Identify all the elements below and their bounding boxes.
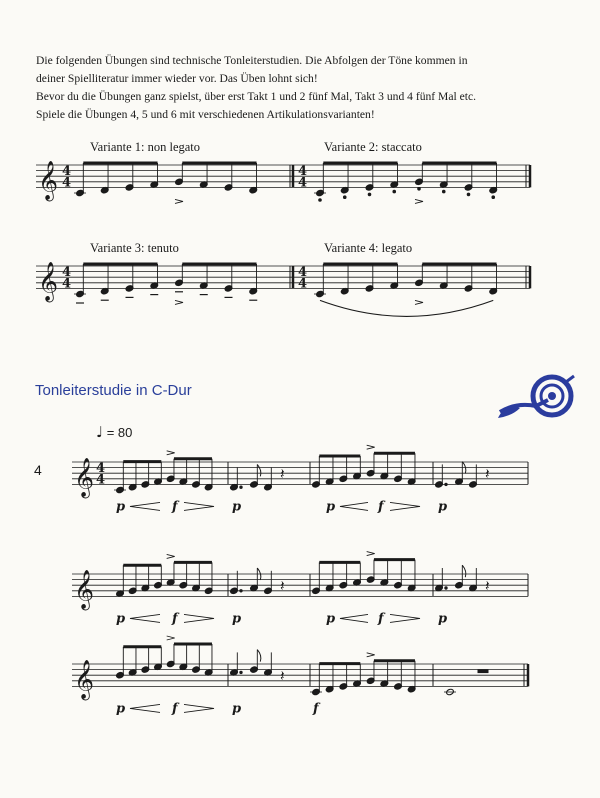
time-signature: 4 — [298, 175, 308, 191]
time-signature: 4 — [62, 276, 72, 292]
time-signature: 4 — [62, 175, 72, 191]
note-flag — [462, 565, 466, 577]
staccato-dot — [393, 190, 396, 193]
dynamic-mark: p — [326, 499, 336, 515]
dynamic-mark: f — [378, 499, 384, 515]
dynamic-mark: f — [172, 611, 178, 627]
treble-clef-icon: 𝄞 — [38, 261, 59, 302]
decrescendo-hairpin — [390, 614, 420, 622]
accent-mark — [367, 653, 375, 657]
decrescendo-hairpin — [184, 502, 214, 510]
dynamic-mark: f — [172, 701, 178, 717]
dot — [240, 486, 242, 488]
variant-3-caption: Variante 3: tenuto — [90, 241, 179, 255]
accent-mark — [367, 552, 375, 556]
dynamic-mark: p — [116, 499, 126, 515]
staccato-dot — [418, 188, 421, 191]
dot — [445, 483, 447, 485]
dynamic-mark: p — [116, 611, 126, 627]
dynamic-mark: p — [438, 611, 448, 627]
quarter-note-icon: ♩ — [96, 423, 104, 441]
accent-mark — [415, 199, 423, 203]
dot — [240, 671, 242, 673]
section-title: Tonleiterstudie in C-Dur — [35, 382, 192, 399]
staccato-dot — [442, 190, 445, 193]
dynamic-mark: p — [232, 499, 242, 515]
dynamic-mark: p — [326, 611, 336, 627]
dynamic-mark: p — [232, 611, 242, 627]
time-signature: 4 — [298, 164, 308, 180]
treble-clef-icon: 𝄞 — [74, 659, 95, 700]
dynamic-mark: f — [313, 701, 319, 717]
staccato-dot — [492, 196, 495, 199]
slur — [320, 300, 493, 316]
dynamic-mark: p — [116, 701, 126, 717]
treble-clef-icon: 𝄞 — [74, 569, 95, 610]
intro-line: Bevor du die Übungen ganz spielst, über erst Takt 1 und 2 fünf Mal, Takt 3 und 4 fünf Mal etc. — [36, 90, 477, 103]
crescendo-hairpin — [130, 502, 160, 510]
dynamic-mark: p — [438, 499, 448, 515]
intro-line: deiner Spielliteratur immer wieder vor. Das Üben lohnt sich! — [36, 72, 318, 85]
decrescendo-hairpin — [184, 704, 214, 712]
exercise-number: 4 — [34, 462, 42, 478]
crescendo-hairpin — [130, 614, 160, 622]
quarter-rest-icon: 𝄽 — [280, 464, 285, 483]
accent-mark — [167, 451, 175, 455]
time-signature: 4 — [298, 265, 308, 281]
note-flag — [257, 464, 261, 476]
variant-2-caption: Variante 2: staccato — [324, 140, 422, 154]
staccato-dot — [368, 193, 371, 196]
accent-mark — [175, 300, 183, 304]
crescendo-hairpin — [340, 502, 368, 510]
dynamic-mark: f — [172, 499, 178, 515]
accent-mark — [167, 636, 175, 640]
intro-line: Spiele die Übungen 4, 5 und 6 mit verschiedenen Artikulationsvarianten! — [36, 108, 375, 121]
variant-1-caption: Variante 1: non legato — [90, 140, 201, 154]
accent-mark — [367, 445, 375, 449]
time-signature: 4 — [96, 472, 106, 488]
crescendo-hairpin — [340, 614, 368, 622]
staccato-dot — [319, 199, 322, 202]
decrescendo-hairpin — [390, 502, 420, 510]
dynamic-mark: p — [232, 701, 242, 717]
crescendo-hairpin — [130, 704, 160, 712]
time-signature: 4 — [298, 276, 308, 292]
time-signature: 4 — [96, 461, 106, 477]
time-signature: 4 — [62, 265, 72, 281]
dot — [445, 587, 447, 589]
note-flag — [257, 650, 261, 662]
staccato-dot — [467, 193, 470, 196]
accent-mark — [175, 199, 183, 203]
accent-mark — [415, 300, 423, 304]
tempo-value: = 80 — [106, 425, 133, 440]
dot — [240, 590, 242, 592]
quarter-rest-icon: 𝄽 — [485, 576, 490, 595]
decrescendo-hairpin — [184, 614, 214, 622]
treble-clef-icon: 𝄞 — [74, 457, 95, 498]
variant-4-caption: Variante 4: legato — [324, 241, 413, 255]
quarter-rest-icon: 𝄽 — [280, 666, 285, 685]
quarter-rest-icon: 𝄽 — [485, 464, 490, 483]
quarter-rest-icon: 𝄽 — [280, 576, 285, 595]
intro-line: Die folgenden Übungen sind technische Tonleiterstudien. Die Abfolgen der Töne kommen in — [36, 54, 468, 67]
dynamic-mark: f — [378, 611, 384, 627]
accent-mark — [167, 554, 175, 558]
whole-rest — [478, 670, 488, 673]
time-signature: 4 — [62, 164, 72, 180]
staccato-dot — [343, 196, 346, 199]
treble-clef-icon: 𝄞 — [38, 160, 59, 201]
